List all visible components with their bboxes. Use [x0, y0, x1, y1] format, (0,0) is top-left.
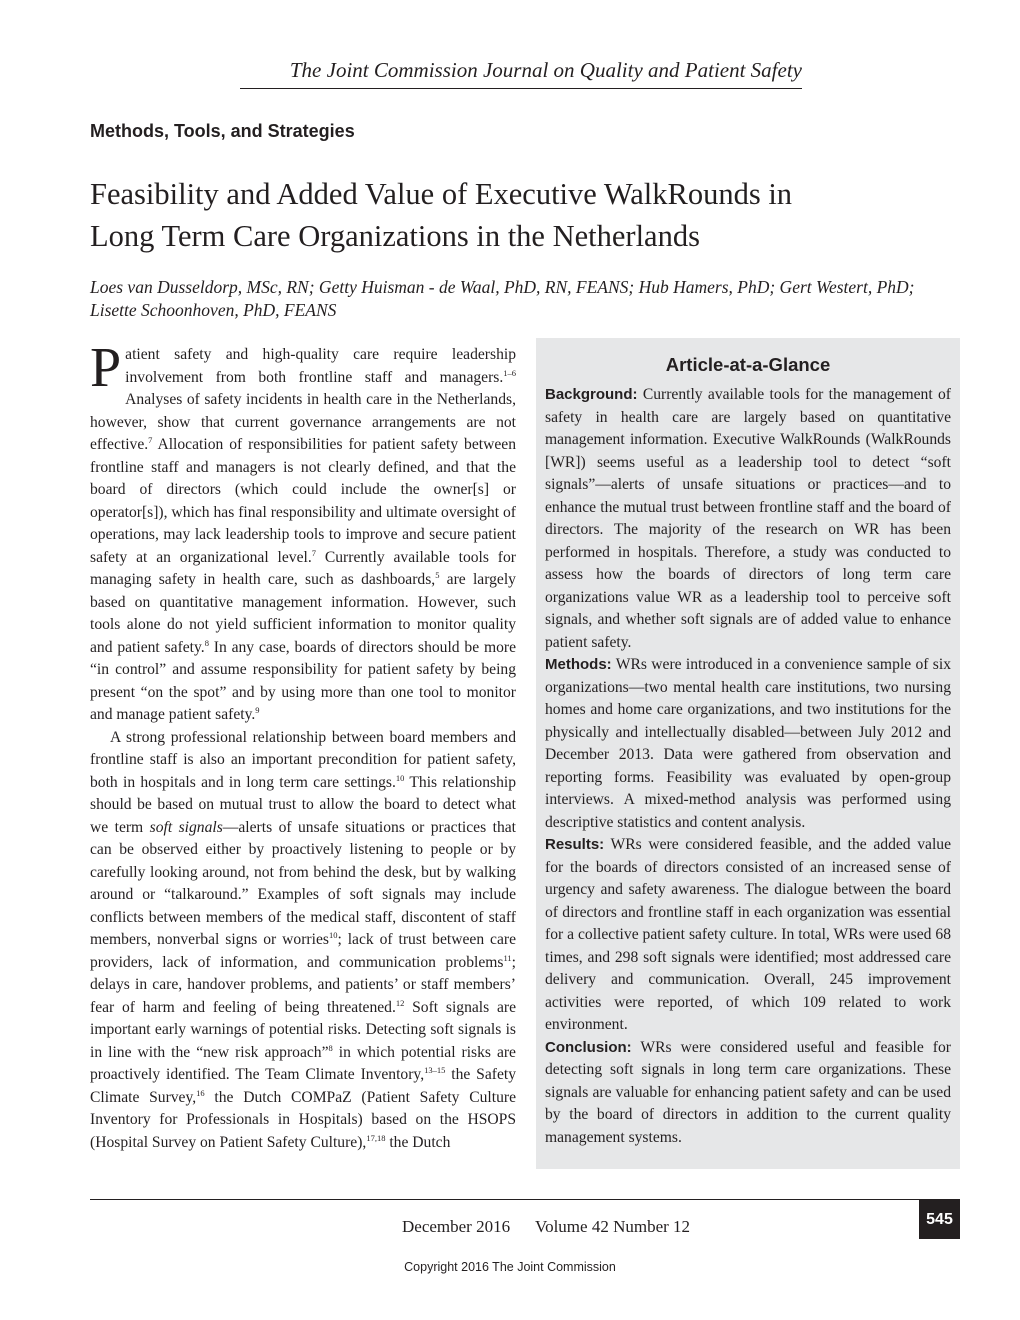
- article-at-a-glance-box: [536, 338, 960, 1169]
- glance-methods: [545, 654, 951, 834]
- reference-superscript: 9: [255, 705, 260, 715]
- drop-cap: P: [90, 337, 122, 399]
- reference-superscript: 7: [148, 435, 153, 445]
- glance-text: WRs were introduced in a convenience sample of six organizations—two mental health care institutions, two nursing homes and home care organizations, and two institutions for the physically and intellectually disabled—between July 2012 and December 2013. Data were gathered from observation and reporting forms. Feasibility was evaluated by open-group interviews. A mixed-method analysis was performed using descriptive statistics and content analysis.: [545, 656, 951, 831]
- reference-superscript: 12: [395, 997, 405, 1008]
- reference-superscript: 10: [395, 772, 405, 783]
- authors-line-1: Loes van Dusseldorp, MSc, RN; Getty Huisman - de Waal, PhD, RN, FEANS; Hub Hamers, PhD; Gert Westert, PhD;: [90, 277, 915, 297]
- body-text: the Safety Climate Survey,: [90, 1066, 517, 1106]
- reference-superscript: 1–6: [503, 367, 516, 378]
- glance-results: [545, 834, 951, 1037]
- glance-text: WRs were considered useful and feasible for detecting soft signals in long term care organizations. These signals are valuable for enhancing patient safety and can be used by the board of directors in addition to the current quality management systems.: [545, 1038, 951, 1146]
- reference-superscript: 13–15: [424, 1065, 446, 1075]
- body-text: in which potential risks are proactively identified. The Team Climate Inventory,: [90, 1043, 516, 1083]
- body-column: [90, 337, 517, 1154]
- body-text: Analyses of safety incidents in health care in the Netherlands, however, show that current governance arrangements are not effective.: [90, 391, 516, 453]
- glance-heading: Article-at-a-Glance: [665, 354, 831, 375]
- journal-title: The Joint Commission Journal on Quality and Patient Safety: [289, 58, 802, 82]
- body-text: Allocation of responsibilities for patient safety between frontline staff and managers is not clearly defined, and that the board of directors (which could include the owner[s] or operator[s]), which has final responsibility and ultimate oversight of operations, may lack leadership tools to improve and secure patient safety at an organizational level.: [90, 436, 516, 566]
- body-text: Currently available tools for managing safety in health care, such as dashboards,: [90, 548, 516, 588]
- glance-text: Currently available tools for the management of safety in health care are largely based on quantitative management information. Executive WalkRounds (WalkRounds [WR]) seems useful as a leadership tool to detect “soft signals”—alerts of unsafe situations or practices—and to enhance the mutual trust between frontline staff and the board of directors. The majority of the research on WR has been performed in hospitals. Therefore, a study was conducted to assess how the boards of directors of long term care organizations value WR as a leadership tool to perceive soft signals, and whether soft signals are of added value to enhance patient safety.: [545, 386, 951, 651]
- glance-label: Results:: [545, 836, 605, 853]
- glance-label: Methods:: [545, 656, 612, 673]
- author-list: [90, 276, 950, 321]
- body-paragraph-2: [90, 727, 516, 1155]
- article-title: [90, 173, 950, 257]
- emphasis-text: soft signals: [149, 818, 223, 836]
- glance-conclusion: [545, 1037, 951, 1150]
- body-text: —alerts of unsafe situations or practices that can be observed either by proactively listening to people or by carefully looking around, not from behind the desk, but by walking around or “talkaround.” Examples of soft signals may include conflicts between members of the medical staff, discontent of staff members, nonverbal signs or worries: [90, 818, 516, 948]
- reference-superscript: 5: [435, 570, 440, 580]
- body-text: the Dutch: [385, 1133, 451, 1151]
- reference-superscript: 8: [204, 637, 209, 648]
- issue-date: December 2016: [402, 1217, 511, 1236]
- page-number: 545: [919, 1200, 960, 1239]
- body-text: In any case, boards of directors should be more “in control” and assume responsibility for patient safety by being present “on the spot” and by using more than one tool to monitor and manage patient safety.: [90, 638, 516, 723]
- body-text: A strong professional relationship between board members and frontline staff is also an important precondition for patient safety, both in hospitals and in long term care settings.: [90, 728, 516, 791]
- glance-background: [545, 384, 951, 654]
- body-text: atient safety and high-quality care require leadership involvement from both frontline staff and managers.: [125, 346, 516, 386]
- glance-label: Conclusion:: [545, 1038, 632, 1056]
- body-paragraph-1: [90, 337, 516, 727]
- reference-superscript: 17,18: [366, 1132, 386, 1143]
- reference-superscript: 10: [328, 930, 338, 940]
- reference-superscript: 7: [311, 547, 316, 558]
- issue-volume: Volume 42 Number 12: [535, 1217, 691, 1236]
- reference-superscript: 11: [503, 952, 512, 963]
- body-text: ; delays in care, handover problems, and patients’ or staff members’ fear of harm and feeling of being threatened.: [90, 953, 516, 1016]
- reference-superscript: 8: [328, 1042, 333, 1053]
- footer-rule: [90, 1199, 960, 1200]
- glance-label: Background:: [545, 386, 638, 403]
- reference-superscript: 16: [196, 1087, 205, 1098]
- article-title-line-2: Long Term Care Organizations in the Netherlands: [90, 219, 700, 253]
- body-text: This relationship should be based on mutual trust to allow the board to detect what we term: [90, 773, 517, 836]
- body-text: ; lack of trust between care providers, lack of information, and communication problems: [90, 931, 516, 971]
- authors-line-2: Lisette Schoonhoven, PhD, FEANS: [90, 299, 337, 320]
- body-text: the Dutch COMPaZ (Patient Safety Culture Inventory for Professionals in Hospitals) based on the HSOPS (Hospital Survey on Patient Safety Culture),: [90, 1088, 516, 1151]
- body-text: are largely based on quantitative management information. However, such tools alone do not yield sufficient information to monitor quality and patient safety.: [90, 571, 516, 656]
- header-rule: [240, 88, 802, 89]
- section-label: Methods, Tools, and Strategies: [90, 121, 355, 141]
- glance-text: WRs were considered feasible, and the added value for the boards of directors consisted of an increased sense of urgency and safety awareness. The dialogue between the board of directors and frontline staff in each organization was essential for a collective patient safety culture. In total, WRs were used 68 times, and 298 soft signals were identified; most addressed care delivery and communication. Overall, 245 improvement activities were reported, of which 109 related to work environment.: [545, 836, 951, 1033]
- article-title-line-1: Feasibility and Added Value of Executive WalkRounds in: [90, 177, 793, 211]
- copyright-notice: Copyright 2016 The Joint Commission: [404, 1260, 616, 1274]
- body-text: Soft signals are important early warnings of potential risks. Detecting soft signals is in line with the “new risk approach”: [90, 998, 517, 1061]
